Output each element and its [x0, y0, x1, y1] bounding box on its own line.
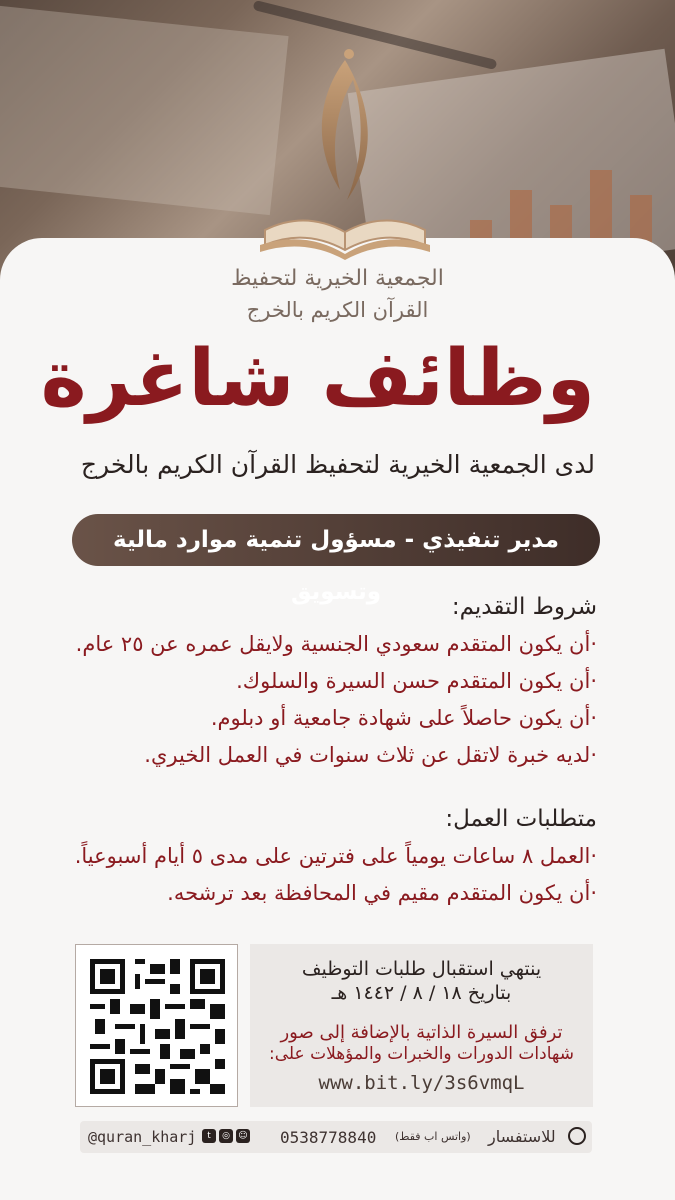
inquiry-label: للاستفسار	[488, 1127, 556, 1146]
social-handle[interactable]: @quran_kharj	[88, 1128, 197, 1146]
contact-footer	[80, 1121, 592, 1153]
attachment-instructions-2: شهادات الدورات والخبرات والمؤهلات على:	[269, 1044, 574, 1064]
page-subtitle: لدى الجمعية الخيرية لتحفيظ القرآن الكريم بالخرج	[80, 450, 595, 479]
list-item-text: لديه خبرة لاتقل عن ثلاث سنوات في العمل الخيري.	[144, 743, 591, 767]
application-info-box	[250, 944, 593, 1107]
attachment-instructions: ترفق السيرة الذاتية بالإضافة إلى صور	[280, 1022, 563, 1043]
list-item: ·أن يكون حاصلاً على شهادة جامعية أو دبلوم.	[210, 706, 597, 730]
organization-name-line2: القرآن الكريم بالخرج	[246, 298, 429, 322]
conditions-heading: شروط التقديم:	[451, 594, 597, 620]
list-item: ·أن يكون المتقدم مقيم في المحافظة بعد ترشحه.	[167, 881, 597, 905]
requirements-list	[57, 838, 597, 912]
phone-number[interactable]: 0538778840	[280, 1128, 377, 1147]
instagram-icon[interactable]: ◎	[219, 1129, 233, 1143]
snapchat-icon[interactable]: ☺	[236, 1129, 250, 1143]
conditions-list	[57, 626, 597, 774]
list-item-text: أن يكون المتقدم سعودي الجنسية ولايقل عمره عن ٢٥ عام.	[75, 632, 591, 656]
application-link[interactable]: www.bit.ly/3s6vmqL	[318, 1072, 525, 1094]
social-icons	[202, 1129, 250, 1143]
organization-name-line1: الجمعية الخيرية لتحفيظ	[231, 266, 444, 291]
requirements-heading: متطلبات العمل:	[445, 806, 597, 832]
list-item-text: العمل ٨ ساعات يومياً على فترتين على مدى ٥ أيام أسبوعياً.	[74, 844, 591, 868]
list-item-text: أن يكون المتقدم مقيم في المحافظة بعد ترشحه.	[167, 881, 591, 905]
position-banner: مدير تنفيذي - مسؤول تنمية موارد مالية وتسويق	[72, 514, 600, 566]
quran-book-logo-icon	[245, 40, 445, 270]
deadline-text: ينتهي استقبال طلبات التوظيف	[301, 958, 542, 980]
page-title: وظائف شاغرة	[40, 334, 595, 424]
twitter-icon[interactable]: t	[202, 1129, 216, 1143]
whatsapp-icon[interactable]	[568, 1127, 586, 1145]
deadline-date: بتاريخ ١٨ / ٨ / ١٤٤٢ هـ	[331, 982, 512, 1004]
list-item: ·أن يكون المتقدم حسن السيرة والسلوك.	[236, 669, 597, 693]
qr-code[interactable]	[75, 944, 238, 1107]
list-item: ·لديه خبرة لاتقل عن ثلاث سنوات في العمل الخيري.	[144, 743, 597, 767]
list-item: ·أن يكون المتقدم سعودي الجنسية ولايقل عمره عن ٢٥ عام.	[75, 632, 597, 656]
list-item-text: أن يكون حاصلاً على شهادة جامعية أو دبلوم.	[210, 706, 591, 730]
list-item: ·العمل ٨ ساعات يومياً على فترتين على مدى ٥ أيام أسبوعياً.	[74, 844, 597, 868]
list-item-text: أن يكون المتقدم حسن السيرة والسلوك.	[236, 669, 591, 693]
phone-note: (واتس اب فقط)	[395, 1130, 471, 1143]
qr-code-icon	[90, 959, 225, 1094]
